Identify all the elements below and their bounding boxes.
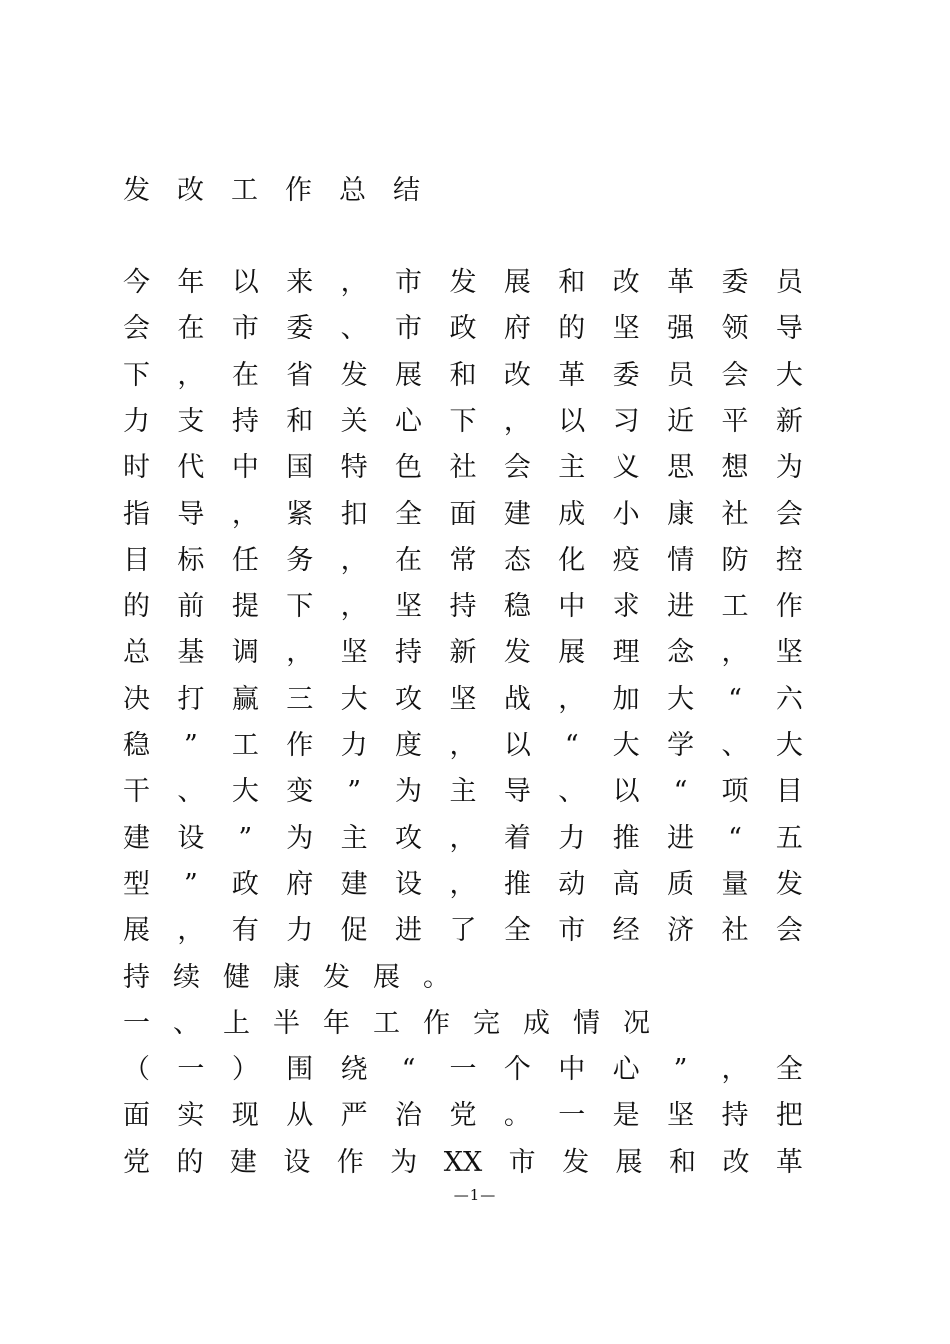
body-char: 坚 — [667, 1100, 695, 1131]
body-char: 进 — [667, 591, 695, 622]
body-char: 党 — [123, 1147, 150, 1178]
body-char: 务 — [286, 545, 314, 576]
body-char: 目 — [123, 545, 150, 576]
body-char: 发 — [449, 267, 477, 298]
body-char: 防 — [721, 545, 749, 576]
body-char: 市 — [508, 1147, 536, 1178]
body-char: 经 — [612, 915, 640, 946]
body-char: 干 — [123, 776, 150, 807]
body-char: 现 — [231, 1100, 259, 1131]
body-char: 实 — [177, 1100, 205, 1131]
body-line — [123, 865, 803, 905]
body-char: 成 — [558, 499, 586, 530]
title-char: 作 — [285, 175, 312, 206]
body-char: 力 — [340, 730, 368, 761]
body-char: 坚 — [612, 313, 640, 344]
body-char: 党 — [449, 1100, 477, 1131]
body-char: 大 — [775, 730, 803, 761]
body-char: 府 — [503, 313, 531, 344]
body-char: 在 — [177, 313, 205, 344]
body-char: 三 — [286, 684, 314, 715]
body-char: 力 — [123, 406, 150, 437]
body-char: 中 — [558, 1054, 586, 1085]
body-char: 改 — [722, 1147, 750, 1178]
body-char: 从 — [286, 1100, 314, 1131]
body-char: 主 — [558, 452, 586, 483]
body-char: 关 — [340, 406, 368, 437]
body-char: 社 — [449, 452, 477, 483]
body-char: 主 — [449, 776, 477, 807]
body-char: 展 — [558, 637, 586, 668]
page-number: —1— — [453, 1186, 497, 1204]
body-char: 和 — [668, 1147, 696, 1178]
body-char: 建 — [229, 1147, 257, 1178]
title-char: 总 — [339, 175, 366, 206]
body-char: 特 — [340, 452, 368, 483]
body-char: 总 — [123, 637, 150, 668]
body-char: 导 — [775, 313, 803, 344]
body-char: 发 — [340, 360, 368, 391]
body-char: 色 — [395, 452, 423, 483]
body-line — [123, 1143, 803, 1183]
body-char: ， — [231, 499, 259, 530]
body-char: ” — [184, 730, 198, 761]
body-char: 力 — [558, 823, 586, 854]
body-char: 市 — [231, 313, 259, 344]
body-char: 决 — [123, 684, 150, 715]
body-char: 为 — [286, 823, 314, 854]
title-char: 结 — [393, 175, 420, 206]
body-char: 、 — [177, 776, 205, 807]
body-char: 、 — [173, 1008, 200, 1039]
body-line — [123, 356, 803, 396]
body-char: 变 — [286, 776, 314, 807]
body-char: 推 — [612, 823, 640, 854]
body-char: 成 — [523, 1008, 550, 1039]
body-char: 扣 — [340, 499, 368, 530]
body-char: ， — [721, 637, 749, 668]
body-char: 持 — [721, 1100, 749, 1131]
body-char: 在 — [395, 545, 423, 576]
body-line — [123, 1004, 803, 1044]
body-char: 社 — [721, 499, 749, 530]
body-char: 展 — [123, 915, 150, 946]
body-char: 攻 — [395, 684, 423, 715]
body-char: 的 — [123, 591, 150, 622]
body-char: 下 — [123, 360, 150, 391]
body-char: 全 — [775, 1054, 803, 1085]
body-char: ， — [449, 823, 477, 854]
body-char: 面 — [449, 499, 477, 530]
body-char: “ — [401, 1054, 416, 1085]
body-char: 下 — [449, 406, 477, 437]
body-char: XX — [443, 1147, 483, 1178]
body-char: 以 — [612, 776, 640, 807]
body-char: 持 — [231, 406, 259, 437]
body-char: 中 — [558, 591, 586, 622]
body-char: 六 — [775, 684, 803, 715]
body-char: 国 — [286, 452, 314, 483]
body-char: 大 — [775, 360, 803, 391]
body-char: ， — [558, 684, 586, 715]
body-char: 政 — [449, 313, 477, 344]
body-char: 坚 — [395, 591, 423, 622]
body-char: 严 — [340, 1100, 368, 1131]
body-char: 大 — [231, 776, 259, 807]
body-char: “ — [673, 776, 688, 807]
body-char: 发 — [323, 962, 350, 993]
body-char: 持 — [123, 962, 150, 993]
body-char: （ — [123, 1054, 150, 1085]
body-char: 主 — [340, 823, 368, 854]
body-char: 革 — [775, 1147, 803, 1178]
body-char: 前 — [177, 591, 205, 622]
body-char: 坚 — [775, 637, 803, 668]
body-char: 念 — [667, 637, 695, 668]
body-char: 会 — [775, 499, 803, 530]
body-char: 的 — [558, 313, 586, 344]
body-char: 、 — [721, 730, 749, 761]
body-char: 基 — [177, 637, 205, 668]
body-char: 型 — [123, 869, 150, 900]
title-char: 发 — [123, 175, 150, 206]
body-char: 时 — [123, 452, 150, 483]
body-line — [123, 402, 803, 442]
body-char: 推 — [503, 869, 531, 900]
body-char: 新 — [775, 406, 803, 437]
body-char: 促 — [340, 915, 368, 946]
body-char: 打 — [177, 684, 205, 715]
body-char: 导 — [503, 776, 531, 807]
body-char: 发 — [503, 637, 531, 668]
body-char: 设 — [395, 869, 423, 900]
body-char: 健 — [223, 962, 250, 993]
body-char: 工 — [721, 591, 749, 622]
body-char: 设 — [283, 1147, 311, 1178]
body-char: ， — [449, 869, 477, 900]
body-char: 续 — [173, 962, 200, 993]
body-char: 一 — [449, 1054, 477, 1085]
title-char: 改 — [177, 175, 204, 206]
body-char: 的 — [176, 1147, 204, 1178]
body-char: 围 — [286, 1054, 314, 1085]
body-char: 会 — [721, 360, 749, 391]
body-char: 项 — [721, 776, 749, 807]
body-char: ， — [340, 591, 368, 622]
body-char: 革 — [558, 360, 586, 391]
body-line — [123, 633, 803, 673]
body-line — [123, 495, 803, 535]
body-line — [123, 1050, 803, 1090]
body-char: 展 — [503, 267, 531, 298]
body-line — [123, 448, 803, 488]
body-char: 态 — [503, 545, 531, 576]
body-char: 委 — [286, 313, 314, 344]
body-char: ” — [673, 1054, 688, 1085]
body-char: 任 — [231, 545, 259, 576]
body-char: 五 — [775, 823, 803, 854]
body-char: 紧 — [286, 499, 314, 530]
body-line — [123, 819, 803, 859]
body-char: 市 — [395, 267, 423, 298]
body-char: 坚 — [340, 637, 368, 668]
body-char: 康 — [667, 499, 695, 530]
body-char: 目 — [775, 776, 803, 807]
body-char: 在 — [231, 360, 259, 391]
body-line — [123, 587, 803, 627]
body-char: ， — [177, 915, 205, 946]
body-char: ， — [286, 637, 314, 668]
body-char: 稳 — [123, 730, 150, 761]
body-char: 了 — [449, 915, 477, 946]
body-char: 市 — [395, 313, 423, 344]
body-char: 进 — [667, 823, 695, 854]
body-char: ” — [184, 869, 198, 900]
body-char: 为 — [390, 1147, 418, 1178]
body-char: ， — [177, 360, 205, 391]
body-char: 以 — [558, 406, 586, 437]
body-char: 大 — [667, 684, 695, 715]
body-char: 委 — [721, 267, 749, 298]
body-char: 心 — [395, 406, 423, 437]
body-char: 中 — [231, 452, 259, 483]
body-char: ” — [347, 776, 362, 807]
body-char: 作 — [286, 730, 314, 761]
body-char: ） — [231, 1054, 259, 1085]
body-line — [123, 911, 803, 951]
body-char: 疫 — [612, 545, 640, 576]
body-char: 支 — [177, 406, 205, 437]
body-char: 展 — [373, 962, 400, 993]
body-char: 高 — [612, 869, 640, 900]
body-char: 量 — [721, 869, 749, 900]
body-char: 年 — [177, 267, 205, 298]
body-char: 一 — [558, 1100, 586, 1131]
body-char: 心 — [612, 1054, 640, 1085]
body-char: ， — [449, 730, 477, 761]
body-char: 会 — [503, 452, 531, 483]
body-char: 以 — [503, 730, 531, 761]
body-char: 工 — [231, 730, 259, 761]
body-char: 面 — [123, 1100, 150, 1131]
body-char: 改 — [503, 360, 531, 391]
title-char: 工 — [231, 175, 258, 206]
body-char: 全 — [503, 915, 531, 946]
body-char: 政 — [231, 869, 259, 900]
body-char: 提 — [231, 591, 259, 622]
body-char: 近 — [667, 406, 695, 437]
body-char: 调 — [231, 637, 259, 668]
body-char: 作 — [336, 1147, 364, 1178]
body-line — [123, 541, 803, 581]
body-char: “ — [728, 823, 742, 854]
body-char: 学 — [667, 730, 695, 761]
body-line — [123, 772, 803, 812]
body-line — [123, 958, 803, 998]
body-char: 员 — [667, 360, 695, 391]
body-char: 和 — [286, 406, 314, 437]
body-char: 以 — [231, 267, 259, 298]
body-char: 会 — [775, 915, 803, 946]
body-char: 为 — [395, 776, 423, 807]
body-char: 、 — [558, 776, 586, 807]
body-char: 动 — [558, 869, 586, 900]
body-char: 攻 — [395, 823, 423, 854]
body-char: 强 — [667, 313, 695, 344]
body-char: 有 — [231, 915, 259, 946]
body-char: 建 — [503, 499, 531, 530]
body-char: 发 — [775, 869, 803, 900]
body-char: 发 — [562, 1147, 590, 1178]
body-char: 下 — [286, 591, 314, 622]
body-char: 、 — [340, 313, 368, 344]
body-char: “ — [564, 730, 579, 761]
document-title — [123, 171, 803, 211]
body-char: 员 — [775, 267, 803, 298]
body-char: 导 — [177, 499, 205, 530]
body-line — [123, 263, 803, 303]
body-char: 代 — [177, 452, 205, 483]
body-char: 康 — [273, 962, 300, 993]
body-char: 坚 — [449, 684, 477, 715]
body-char: 一 — [177, 1054, 205, 1085]
body-char: 况 — [623, 1008, 650, 1039]
body-char: 济 — [667, 915, 695, 946]
body-char: 今 — [123, 267, 150, 298]
body-char: 指 — [123, 499, 150, 530]
body-char: 来 — [286, 267, 314, 298]
body-char: 情 — [573, 1008, 600, 1039]
body-char: 稳 — [503, 591, 531, 622]
body-char: ， — [340, 545, 368, 576]
body-char: 求 — [612, 591, 640, 622]
body-char: ， — [721, 1054, 749, 1085]
body-char: 情 — [667, 545, 695, 576]
body-char: 府 — [286, 869, 314, 900]
body-char: 一 — [123, 1008, 150, 1039]
body-char: 着 — [503, 823, 531, 854]
body-char: ” — [238, 823, 253, 854]
body-char: 作 — [423, 1008, 450, 1039]
body-char: 完 — [473, 1008, 500, 1039]
body-char: 和 — [558, 267, 586, 298]
body-char: 革 — [667, 267, 695, 298]
body-char: 为 — [775, 452, 803, 483]
body-char: 赢 — [231, 684, 259, 715]
body-char: 控 — [775, 545, 803, 576]
body-char: 市 — [558, 915, 586, 946]
body-char: 社 — [721, 915, 749, 946]
body-char: 平 — [721, 406, 749, 437]
body-char: 设 — [177, 823, 205, 854]
body-char: 想 — [721, 452, 749, 483]
body-char: 。 — [503, 1100, 531, 1131]
body-char: 建 — [123, 823, 150, 854]
body-char: ， — [340, 267, 368, 298]
body-char: 委 — [612, 360, 640, 391]
body-char: 大 — [340, 684, 368, 715]
body-char: 领 — [721, 313, 749, 344]
body-char: 习 — [612, 406, 640, 437]
body-char: 标 — [177, 545, 205, 576]
body-char: 和 — [449, 360, 477, 391]
body-char: 是 — [612, 1100, 640, 1131]
body-char: 绕 — [340, 1054, 368, 1085]
body-line — [123, 309, 803, 349]
body-char: 小 — [612, 499, 640, 530]
body-char: 大 — [612, 730, 640, 761]
body-char: 上 — [223, 1008, 250, 1039]
body-char: “ — [728, 684, 742, 715]
body-char: 加 — [612, 684, 640, 715]
body-char: 思 — [667, 452, 695, 483]
body-char: 治 — [395, 1100, 423, 1131]
body-char: 持 — [449, 591, 477, 622]
body-char: 省 — [286, 360, 314, 391]
body-char: 年 — [323, 1008, 350, 1039]
body-char: 全 — [395, 499, 423, 530]
body-line — [123, 1096, 803, 1136]
body-char: 半 — [273, 1008, 300, 1039]
body-line — [123, 726, 803, 766]
body-char: 度 — [395, 730, 423, 761]
body-char: 作 — [775, 591, 803, 622]
body-line — [123, 680, 803, 720]
body-char: 进 — [395, 915, 423, 946]
body-char: 质 — [667, 869, 695, 900]
body-char: 新 — [449, 637, 477, 668]
body-char: 会 — [123, 313, 150, 344]
body-char: 义 — [612, 452, 640, 483]
body-char: 展 — [615, 1147, 643, 1178]
body-char: 力 — [286, 915, 314, 946]
body-char: ， — [503, 406, 531, 437]
body-char: 改 — [612, 267, 640, 298]
body-char: 化 — [558, 545, 586, 576]
body-char: 展 — [395, 360, 423, 391]
body-char: 。 — [423, 962, 450, 993]
body-char: 工 — [373, 1008, 400, 1039]
body-char: 常 — [449, 545, 477, 576]
body-char: 理 — [612, 637, 640, 668]
body-char: 个 — [503, 1054, 531, 1085]
body-char: 战 — [503, 684, 531, 715]
body-char: 建 — [340, 869, 368, 900]
body-char: 持 — [395, 637, 423, 668]
body-char: 把 — [775, 1100, 803, 1131]
